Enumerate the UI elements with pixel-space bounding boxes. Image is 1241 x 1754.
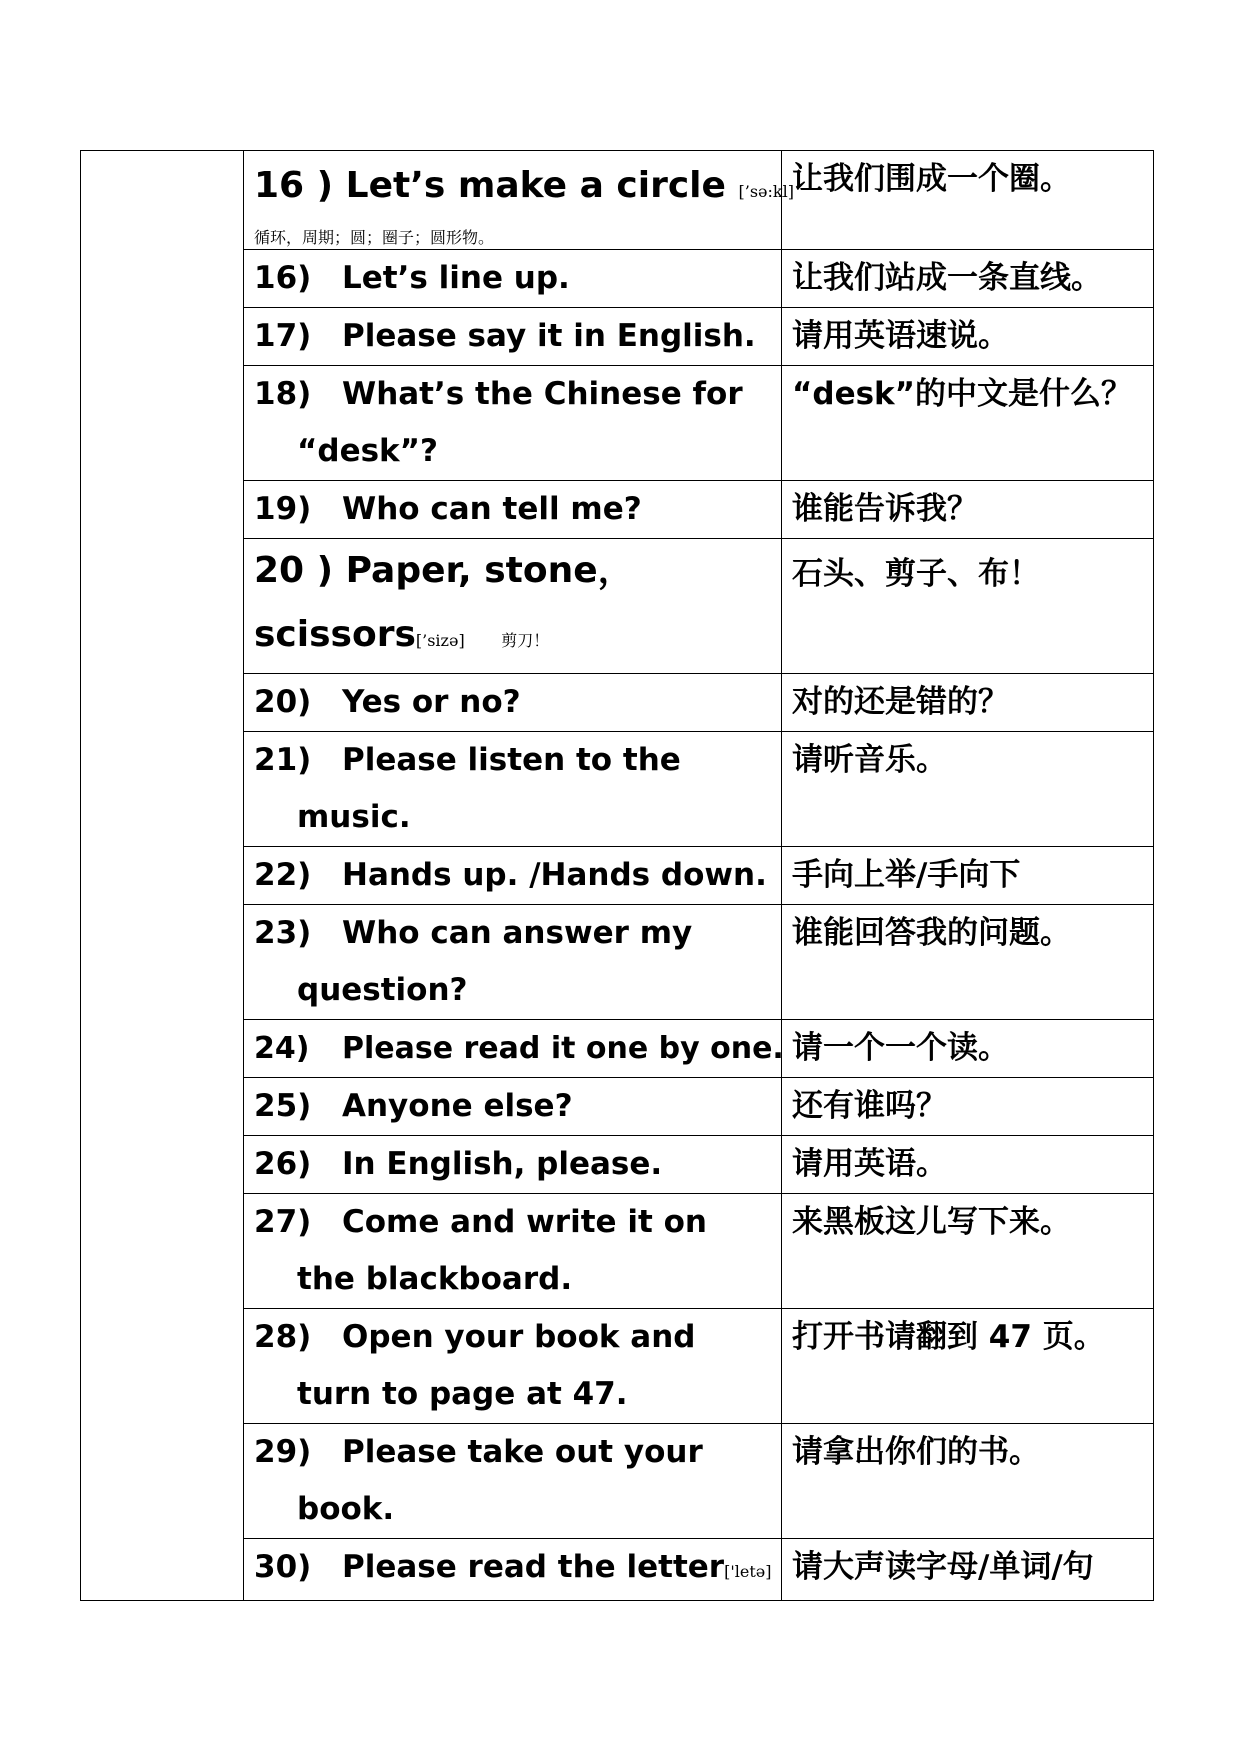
chinese-cell: [782, 1136, 1154, 1194]
chinese-translation: 请听音乐。: [792, 742, 947, 778]
item-number: 25): [254, 1088, 312, 1124]
chinese-translation: 还有谁吗？: [792, 1088, 947, 1124]
item-number: 29): [254, 1434, 312, 1470]
english-cell: [244, 308, 782, 366]
blank-column: [81, 151, 244, 1601]
english-cell: [244, 905, 782, 1020]
chinese-translation: 谁能回答我的问题。: [792, 915, 1071, 951]
english-cell: [244, 1309, 782, 1424]
chinese-translation: 手向上举/手向下: [792, 857, 1021, 893]
chinese-cell: [782, 905, 1154, 1020]
english-phrase: Come and write it on the blackboard.: [297, 1204, 707, 1297]
english-phrase: Please listen to the music.: [297, 742, 681, 835]
chinese-cell: [782, 1309, 1154, 1424]
english-phrase: Paper, stone，: [345, 550, 634, 591]
chinese-cell: [782, 539, 1154, 674]
item-number: 21): [254, 742, 312, 778]
chinese-translation: 请一个一个读。: [792, 1030, 1009, 1066]
english-phrase: Please read it one by one.: [342, 1031, 784, 1066]
phonetic: [’sizə]: [415, 631, 465, 650]
english-phrase: Anyone else?: [342, 1088, 573, 1124]
table-row: [81, 151, 1154, 250]
item-number: 20): [254, 684, 312, 720]
item-number: 26): [254, 1146, 312, 1182]
item-number: 16): [254, 260, 312, 296]
chinese-translation: 来黑板这儿写下来。: [792, 1204, 1071, 1240]
chinese-translation: 请用英语速说。: [792, 318, 1009, 354]
english-cell: [244, 250, 782, 308]
item-number: 18): [254, 376, 312, 412]
english-phrase: What’s the Chinese for “desk”?: [297, 376, 743, 469]
english-cell: [244, 481, 782, 539]
phonetic: [’sə:kl]: [738, 182, 794, 201]
chinese-cell: [782, 151, 1154, 250]
chinese-translation: “desk”的中文是什么？: [792, 376, 1133, 412]
english-cell: [244, 539, 782, 674]
item-number: 17): [254, 318, 312, 354]
chinese-cell: [782, 674, 1154, 732]
english-cell: [244, 674, 782, 732]
chinese-cell: [782, 732, 1154, 847]
english-phrase: Open your book and turn to page at 47.: [297, 1319, 696, 1412]
english-phrase: Let’s line up.: [342, 260, 570, 296]
chinese-translation: 谁能告诉我？: [792, 491, 978, 527]
english-cell: [244, 847, 782, 905]
chinese-translation: 打开书请翻到 47 页。: [792, 1319, 1105, 1355]
english-cell: [244, 1136, 782, 1194]
chinese-cell: [782, 1194, 1154, 1309]
english-phrase: Who can tell me?: [342, 491, 642, 527]
item-number: 22): [254, 857, 312, 893]
chinese-translation: 请大声读字母/单词/句: [792, 1549, 1094, 1585]
chinese-translation: 对的还是错的？: [792, 684, 1009, 720]
item-number: 27): [254, 1204, 312, 1240]
item-number: 20 ): [254, 550, 334, 591]
chinese-translation: 让我们围成一个圈。: [792, 161, 1071, 197]
english-phrase: Please take out your book.: [297, 1434, 703, 1527]
english-phrase: scissors: [254, 614, 416, 655]
english-phrase: Please read the letter: [342, 1549, 725, 1585]
item-number: 23): [254, 915, 312, 951]
item-number: 19): [254, 491, 312, 527]
chinese-cell: [782, 366, 1154, 481]
english-cell: [244, 1078, 782, 1136]
item-number: 30): [254, 1549, 312, 1585]
chinese-cell: [782, 1539, 1154, 1601]
item-number: 28): [254, 1319, 312, 1355]
chinese-cell: [782, 481, 1154, 539]
chinese-cell: [782, 308, 1154, 366]
chinese-cell: [782, 1078, 1154, 1136]
english-phrase: Yes or no?: [342, 684, 521, 720]
english-phrase: Hands up. /Hands down.: [342, 857, 767, 893]
english-phrase: Please say it in English.: [342, 318, 756, 354]
item-number: 24): [254, 1031, 310, 1066]
english-cell: [244, 732, 782, 847]
english-phrase: Who can answer my question?: [297, 915, 693, 1008]
chinese-cell: [782, 847, 1154, 905]
chinese-note: 循环，周期；圆；圈子；圆形物。: [254, 228, 495, 247]
chinese-note: 剪刀！: [501, 631, 550, 650]
chinese-cell: [782, 1020, 1154, 1078]
phonetic: ['letə]: [724, 1562, 771, 1581]
chinese-cell: [782, 250, 1154, 308]
english-phrase: In English, please.: [342, 1146, 663, 1182]
chinese-cell: [782, 1424, 1154, 1539]
item-number: 16 ): [254, 165, 334, 206]
english-cell: [244, 1020, 782, 1078]
english-cell: [244, 151, 794, 250]
phrase-table: [80, 150, 1154, 1601]
chinese-translation: 让我们站成一条直线。: [792, 260, 1102, 296]
chinese-translation: 请拿出你们的书。: [792, 1434, 1040, 1470]
chinese-translation: 石头、剪子、布！: [792, 556, 1040, 592]
chinese-translation: 请用英语。: [792, 1146, 947, 1182]
english-cell: [244, 1424, 782, 1539]
english-cell: [244, 1194, 782, 1309]
english-phrase: Let’s make a circle: [345, 165, 726, 206]
english-cell: [244, 366, 782, 481]
english-cell: [244, 1539, 782, 1601]
